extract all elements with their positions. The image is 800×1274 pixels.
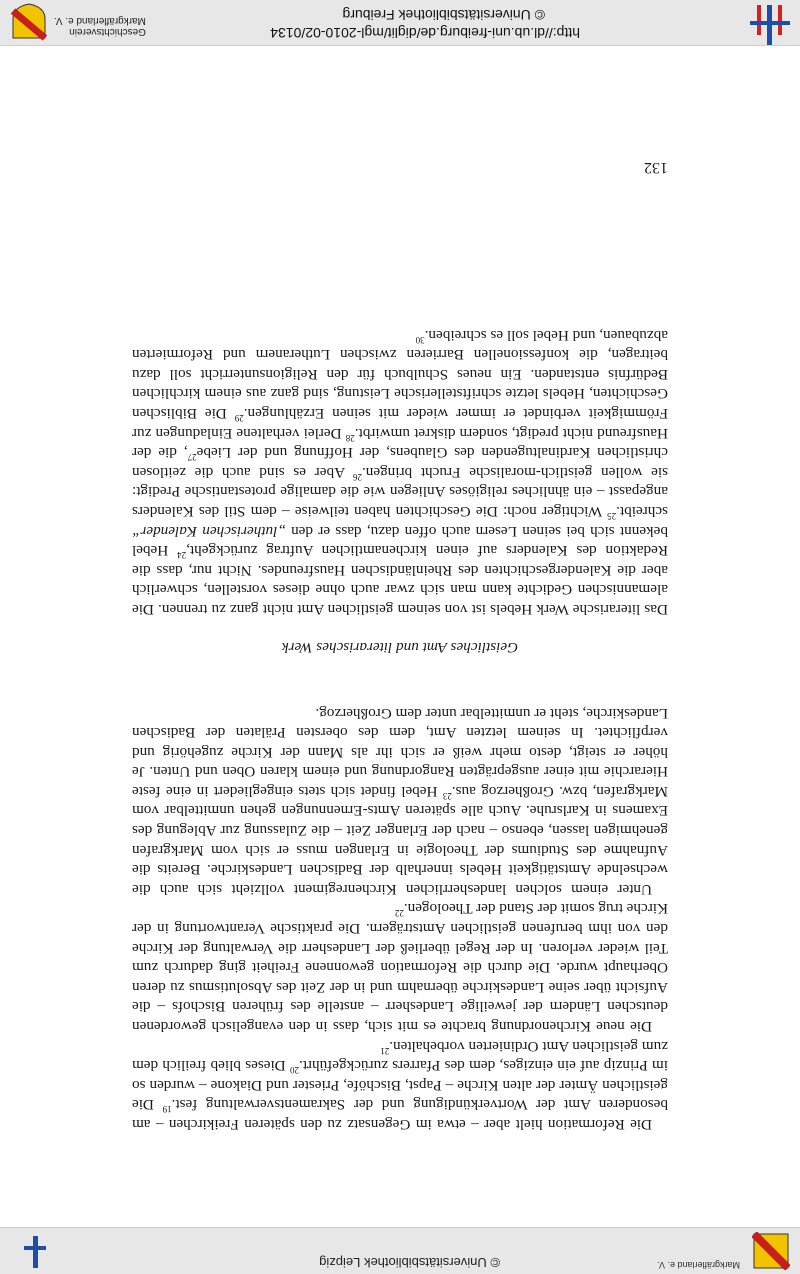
footnote-ref: 21: [380, 1045, 390, 1056]
footer-copyright: © Universitätsbibliothek Leipzig: [319, 1255, 500, 1270]
text-run: schreibt.: [616, 502, 668, 520]
footnote-ref: 29: [234, 413, 244, 424]
header-copyright: © Universitätsbibliothek Freiburg: [342, 7, 545, 23]
footnote-ref: 23: [442, 790, 452, 801]
italic-text: „lutherischen Kalender“: [132, 522, 286, 540]
header-org: [54, 15, 146, 37]
header-banner: [0, 0, 800, 46]
paragraph-p1: [132, 1036, 668, 1134]
text-run: Wichtiger noch: Die Geschichten haben teilweise – dem Stil des Kalenders angepasst – ein ähnliches religiöses Anliegen wie die damalige protestantische Predigt: sie wollen geistlich-moralische Frucht bringen.: [132, 463, 668, 520]
text-run: Unter einem solchen landesherrlichen Kirchenregiment vollzieht sich auch die wechselnde Amtstätigkeit Hebels innerhalb der Badischen Landeskirche. Bereits die Aufnahme des Studiums der Theologie in Erlangen muss er sich vom Markgrafen genehmigen lassen, ebenso – nach der Erlanger Zeit – die Zulassung zur Ablegung des Examens in Karlsruhe. Auch alle späteren Amts-Ernennungen gehen unmittelbar vom Markgrafen, bzw. Großherzog aus.: [132, 782, 668, 898]
text-run: Die geistlichen Ämter der alten Kirche – Papst, Bischöfe, Priester und Diakone – wurden so im Prinzip auf ein einziges, dem des Pfarrers zurückgeführt.: [132, 1057, 668, 1114]
text-run: Derlei verhaltene Einladungen zur Frömmigkeit verbindet er immer wieder mit seinen Erzählungen.: [131, 405, 668, 442]
footer-banner: [0, 1227, 800, 1274]
page-body: [132, 325, 668, 1134]
text-run: Hebel bekennt sich bei seinen Lesern auch offen dazu, dass er den: [132, 522, 668, 560]
cross-mark-icon: [750, 5, 790, 45]
footnote-ref: 28: [345, 432, 355, 443]
text-run: Die Biblischen Geschichten, Hebels letzte schriftstellerische Leistung, sind ganz aus einem kirchlichen Bedürfnis entstanden. Ein neues Schulbuch für den Religionsunterricht soll dazu beitragen, die konfessionellen Barrieren zwischen Lutheranern und Reformierten abzubauen, und Hebel soll es schreiben.: [132, 326, 668, 422]
footer-org: Markgräflerland e. V.: [657, 1260, 740, 1270]
footnote-ref: 30: [415, 334, 425, 345]
paragraph-p4: [132, 325, 668, 619]
text-run: Hebel findet sich stets eingegliedert in eine feste Hierarchie mit einer ausgeprägten Rangordnung und einem klaren Oben und Unten. Je höher er steigt, desto mehr weiß er sich ihr als Mann der Kirche zugehörig und verpflichtet. In seinem letzten Amt, dem des obersten Prälaten der Badischen Landeskirche, steht er unmittelbar unter dem Großherzog.: [132, 704, 668, 800]
page-number: 132: [644, 159, 668, 176]
text-run: Die Reformation hielt aber – etwa im Gegensatz zu den späteren Freikirchen – am besonderen Amt der Wortverkündigung und der Sakramentsverwaltung fest.: [132, 1096, 668, 1133]
org-line-1: Geschichtsverein: [69, 26, 146, 37]
text-run: Die neue Kirchenordnung brachte es mit sich, dass in den evangelisch gewordenen deutschen Ländern der jeweilige Landesherr – anstelle des früheren Bischofs – die Aufsicht über seine Landeskirche übernahm und in der Zeit des Absolutismus zu deren Oberhaupt wurde. Die durch die Reformation gewonnene Freiheit ging dadurch zum Teil wieder verloren. In der Regel überließ der Landesherr die Verwaltung der Kirche den von ihm berufenen geistlichen Amtsträgern. Die praktische Verantwortung in der Kirche trug somit der Stand der Theologen.: [132, 900, 668, 1036]
footnote-ref: 24: [177, 550, 187, 561]
coat-of-arms-icon: [752, 1232, 790, 1270]
paragraph-p2: [132, 899, 668, 1036]
org-line-2: Markgräflerland e. V.: [54, 15, 146, 26]
text-run: Aber es sind auch die zeitlosen christlichen Kardinaltugenden des Glaubens, der Hoffnung und der Liebe: [132, 444, 668, 481]
document-url[interactable]: http://dl.ub.uni-freiburg.de/diglit/mgl-2010-02/0134: [270, 25, 580, 41]
section-heading: Geistliches Amt und literarisches Werk: [281, 638, 519, 656]
footnote-ref: 26: [352, 471, 362, 482]
paragraph-group-2: [132, 325, 668, 619]
footnote-ref: 19: [162, 1104, 172, 1115]
paragraph-group-1: [132, 703, 668, 1134]
footnote-ref: 20: [289, 1065, 299, 1076]
text-run: Dieses blieb freilich dem zum geistlichen Amt Ordinierten vorbehalten.: [132, 1037, 668, 1075]
shield-icon: [10, 3, 48, 41]
library-mark-icon: [20, 1236, 50, 1268]
footnote-ref: 22: [394, 908, 404, 919]
footnote-ref: 27: [187, 452, 197, 463]
text-run: , die der Hausfreund nicht predigt, sondern diskret umwirbt.: [132, 424, 668, 462]
text-run: Das literarische Werk Hebels ist von seinem geistlichen Amt nicht ganz zu trennen. Die alemannischen Gedichte kann man sich zwar auch ohne dieses vorstellen, schwerlich aber die Kalendergeschichten des Rheinländischen Hausfreundes. Nicht nur, dass die Redaktion des Kalenders auf einen kirchenamtlichen Auftrag zurückgeht,: [132, 542, 668, 618]
paragraph-p3: [132, 703, 668, 899]
footnote-ref: 25: [607, 511, 617, 522]
